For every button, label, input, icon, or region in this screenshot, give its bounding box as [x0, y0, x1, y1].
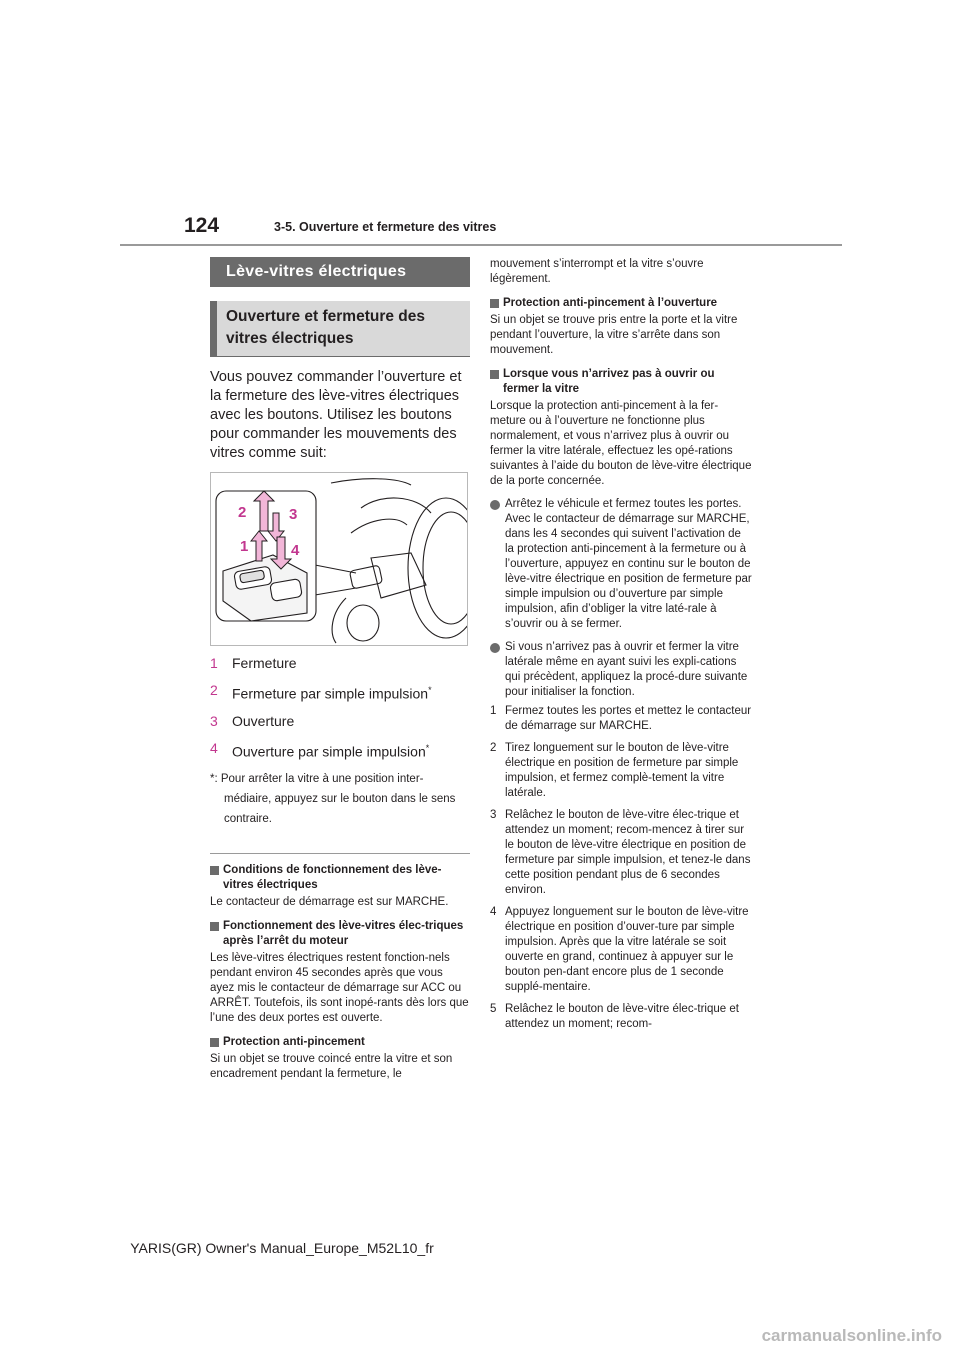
dashboard-line: [331, 479, 411, 485]
note-body-anti-pinch: Si un objet se trouve coincé entre la vitre et son encadrement pendant la fermeture, le: [210, 1053, 453, 1081]
dashboard-line: [351, 519, 407, 533]
note-body-anti-pinch-continued: mouvement s’interrompt et la vitre s’ouvre légèrement.: [490, 258, 704, 285]
legend-number: 4: [210, 739, 218, 756]
door-armrest: [371, 553, 426, 598]
step-item: [490, 1002, 752, 1032]
legend-number: 3: [210, 712, 218, 729]
page-number: 124: [184, 214, 220, 237]
legend-text: Ouverture par simple impulsion: [232, 743, 426, 760]
header-rule: [120, 244, 842, 246]
callout-line: [315, 565, 356, 573]
legend-text: Ouverture: [232, 712, 295, 729]
door-speaker: [347, 605, 379, 641]
step-number: 4: [490, 906, 497, 918]
label-4: 4: [291, 542, 300, 559]
legend-number: 2: [210, 682, 218, 698]
note-title-after-stop: Fonctionnement des lève-vitres élec-triques après l’arrêt du moteur: [210, 919, 470, 949]
step-item: [490, 704, 752, 734]
footnote-marker: *: [428, 685, 432, 695]
footnote-marker: *: [425, 742, 430, 753]
page-footer: [0, 1240, 960, 1256]
step-item: [490, 808, 752, 898]
note-title-cannot-operate: Lorsque vous n’arrivez pas à ouvrir ou fermer la vitre: [490, 367, 752, 397]
dashboard-line: [361, 498, 431, 513]
bullet-item: Si vous n’arrivez pas à ouvrir et fermer la vitre latérale même en ayant suivi les expli-cations qui précèdent, appliquez la procé-dure suivante pour initialiser la fonction.: [490, 640, 752, 700]
callout-line: [315, 588, 356, 595]
note-body-after-stop: Les lève-vitres électriques restent fonction-nels pendant environ 45 secondes après que vous ayez mis le contacteur de démarrage sur ACC ou ARRÊT. Toutefois, ils sont inopé-rants dès lors que l’une des deux portes est ouverte.: [210, 952, 469, 1025]
section-heading: Ouverture et fermeture des vitres électriques: [210, 301, 470, 356]
watermark: carmanualsonline.info: [761, 1326, 942, 1345]
note-body-conditions: Le contacteur de démarrage est sur MARCHE.: [210, 896, 449, 909]
step-number: 3: [490, 809, 497, 821]
figure-legend: [210, 654, 470, 760]
manual-reference: YARIS(GR) Owner's Manual_Europe_M52L10_fr: [130, 1240, 434, 1256]
legend-text: Fermeture par simple impulsion: [232, 685, 429, 702]
step-text: Fermez toutes les portes et mettez le contacteur de démarrage sur MARCHE.: [505, 705, 752, 732]
left-column: [210, 257, 470, 1082]
steering-wheel-inner: [423, 512, 467, 624]
step-number: 2: [490, 742, 497, 754]
power-window-illustration: [210, 472, 468, 646]
legend-number: 1: [210, 655, 218, 671]
heading-rule: [210, 356, 470, 357]
step-number: 5: [490, 1003, 497, 1015]
chapter-heading: Lève-vitres électriques: [210, 257, 470, 287]
note-body-cannot-operate: Lorsque la protection anti-pincement à la fer-meture ou à l’ouverture ne fonctionne plus normalement, et vous n’arrivez plus à ouvrir ou fermer la vitre latérale, effectuez les opé-rations suivantes à l’aide du bouton de lève-vitre électrique de la porte concernée.: [490, 400, 752, 487]
step-item: [490, 905, 752, 995]
illustration-drawing: [211, 473, 467, 645]
note-body-anti-pinch-open: Si un objet se trouve pris entre la porte et la vitre pendant l’ouverture, la vitre s’arrête dans son mouvement.: [490, 314, 738, 356]
step-item: [490, 741, 752, 801]
step-text: Appuyez longuement sur le bouton de lève-vitre électrique en position d’ouver-ture par simple impulsion. Après que la vitre latérale se soit ouverte en grand, continuez à appuyer sur le bouton pen-dant encore plus de 1 seconde supplé-mentaire.: [505, 906, 749, 993]
step-text: Tirez longuement sur le bouton de lève-vitre électrique en position de fermeture par simple impulsion, et fermez complè-tement la vitre latérale.: [505, 742, 739, 799]
step-text: Relâchez le bouton de lève-vitre élec-trique et attendez un moment; recom-: [505, 1003, 739, 1030]
door-line: [332, 598, 346, 643]
label-1: 1: [240, 538, 249, 555]
label-2: 2: [238, 504, 247, 521]
initialization-steps: [490, 704, 752, 1032]
section-title: 3-5. Ouverture et fermeture des vitres: [274, 220, 497, 234]
right-column: [490, 257, 752, 1039]
note-title-anti-pinch: Protection anti-pincement: [210, 1035, 470, 1050]
legend-text: Fermeture: [232, 655, 297, 671]
legend-item: [210, 712, 470, 730]
legend-item: [210, 681, 470, 703]
bullet-item: Arrêtez le véhicule et fermez toutes les portes. Avec le contacteur de démarrage sur MARCHE, dans les 4 secondes qui suivent l’activation de la protection anti-pincement à la fermeture ou à l’ouverture, appuyez en continu sur le bouton de lève-vitre électrique en position de fermeture par simple impulsion ou d’ouverture par simple impulsion, afin d’obliger la vitre laté-rale à s’ouvrir ou à se fermer.: [490, 497, 752, 632]
legend-item: [210, 654, 470, 672]
page-header: [0, 0, 960, 250]
label-3: 3: [289, 506, 298, 523]
step-number: 1: [490, 705, 497, 717]
footnote: *: Pour arrêter la vitre à une position inter-médiaire, appuyez sur le bouton dans le sens contraire.: [210, 773, 456, 826]
notes-divider: [210, 853, 470, 854]
legend-item: [210, 739, 470, 761]
intro-text: Vous pouvez commander l’ouverture et la fermeture des lève-vitres électriques avec les boutons. Utilisez les boutons pour commander les mouvements des vitres comme suit:: [210, 369, 462, 461]
step-text: Relâchez le bouton de lève-vitre élec-trique et attendez un moment; recom-mencez à tirer sur le bouton de lève-vitre électrique en position de fermeture par simple impulsion, et tenez-le dans cette position pendant plus de 6 secondes environ.: [505, 809, 751, 896]
note-title-anti-pinch-open: Protection anti-pincement à l’ouverture: [490, 296, 752, 311]
note-title-conditions: Conditions de fonctionnement des lève-vitres électriques: [210, 863, 470, 893]
